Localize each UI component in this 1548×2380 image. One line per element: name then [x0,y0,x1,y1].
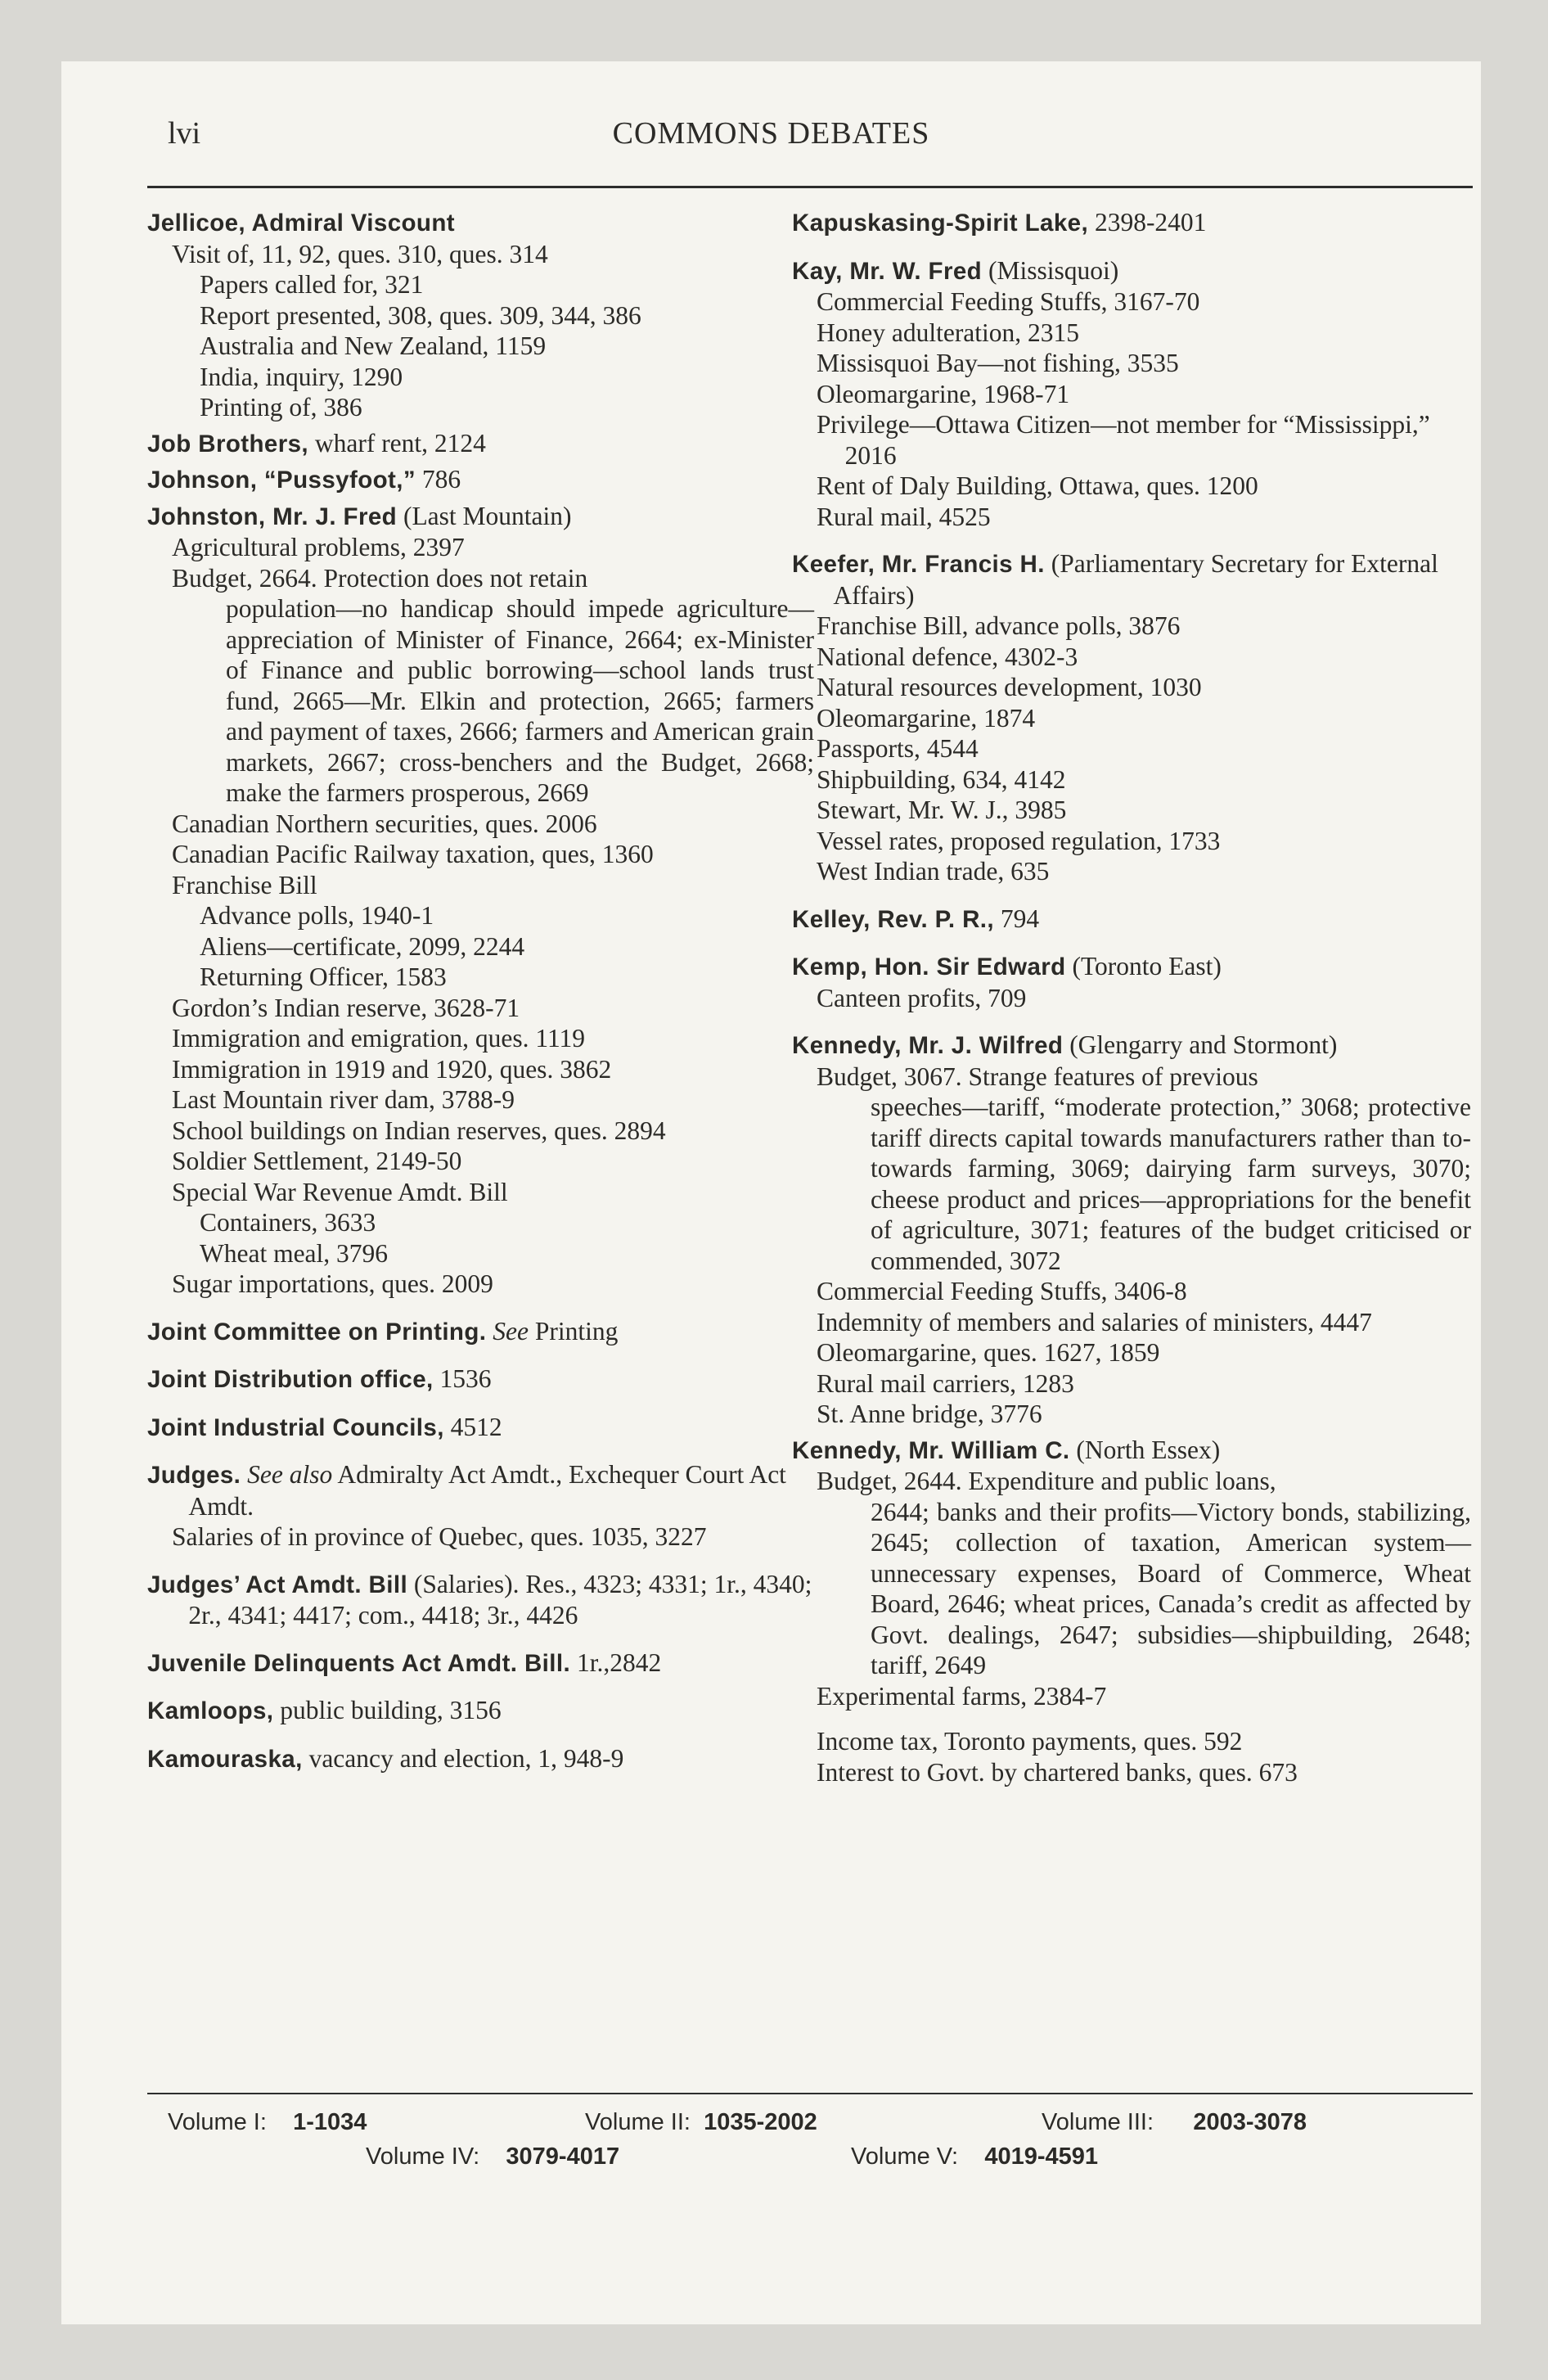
entry-heading-line [792,207,1471,239]
sub-entry: Gordon’s Indian reserve, 3628-71 [172,993,520,1022]
sub-entry: Missisquoi Bay—not fishing, 3535 [817,349,1179,377]
entry-text: (Missisquoi) [982,255,1119,285]
entry-heading: Johnston, Mr. J. Fred [147,503,398,530]
index-entry [792,1030,1471,1430]
index-entry [792,548,1471,887]
sub-entry: Last Mountain river dam, 3788-9 [172,1085,515,1114]
entry-heading: Joint Distribution office, [147,1366,434,1393]
index-entry [792,904,1471,935]
entry-text: 786 [416,465,461,494]
sub-entry: Printing of, 386 [200,393,362,421]
entry-text: (Last Mountain) [397,501,572,530]
entry-heading-line [792,951,1471,983]
footer-rule [147,2093,1473,2094]
index-entry [147,207,814,423]
sub-entry: India, inquiry, 1290 [200,362,403,391]
sub-entry: Commercial Feeding Stuffs, 3167-70 [817,287,1200,316]
sub-entry: Report presented, 308, ques. 309, 344, 386 [200,300,641,330]
sub-entry: Indemnity of members and salaries of ministers, 4447 [817,1307,1372,1336]
entry-heading-line [147,501,814,533]
sub-entry: Canadian Northern securities, ques. 2006 [172,809,597,838]
entry-heading: Judges’ Act Amdt. Bill [147,1571,408,1598]
sub-entry: Wheat meal, 3796 [200,1238,389,1268]
index-entry [792,207,1471,239]
sub-entry: Rural mail carriers, 1283 [817,1368,1074,1398]
entry-text: 1536 [433,1364,492,1393]
sub-entry: Canadian Pacific Railway taxation, ques, 1360 [172,840,654,868]
entry-text: (Toronto East) [1065,952,1222,980]
entry-heading-line [792,548,1471,611]
page-number: lvi [168,116,201,151]
entry-heading: Kennedy, Mr. J. Wilfred [792,1032,1064,1059]
page-header [61,115,1481,165]
see-reference: See [493,1316,529,1346]
entry-heading-line [147,1743,814,1775]
entry-text: Admiralty Act Amdt., Exchequer Court Act Amdt. [188,1460,786,1521]
entry-heading-line [147,1695,814,1727]
sub-entry: Soldier Settlement, 2149-50 [172,1147,462,1175]
entry-heading: Kapuskasing-Spirit Lake, [792,210,1089,237]
sub-entry: National defence, 4302-3 [817,642,1078,671]
sub-entry: Vessel rates, proposed regulation, 1733 [817,826,1221,855]
sub-entry: Returning Officer, 1583 [200,962,447,991]
index-entry [147,501,814,1300]
entry-heading-line [147,1569,814,1631]
index-entry [147,464,814,496]
index-entry [147,428,814,460]
index-entry [792,1435,1471,1788]
volume-4: Volume IV: 3079-4017 [366,2143,620,2170]
index-entry [147,1459,814,1553]
entry-text: 1r.,2842 [570,1648,662,1677]
sub-entry: Australia and New Zealand, 1159 [200,331,547,360]
sub-entry: Natural resources development, 1030 [817,673,1202,701]
entry-heading-line [792,1435,1471,1467]
entry-text: (Salaries). Res., 4323; 4331; 1r., 4340; 2r., 4341; 4417; com., 4418; 3r., 4426 [188,1569,812,1629]
entry-heading-line [147,464,814,496]
entry-heading: Kelley, Rev. P. R., [792,905,994,933]
entry-heading-line [792,1030,1471,1062]
sub-entry: Privilege—Ottawa Citizen—not member for “Mississippi,” 2016 [817,410,1430,470]
entry-text: public building, 3156 [273,1696,502,1724]
sub-entry: Immigration and emigration, ques. 1119 [172,1024,586,1053]
entry-text: (Parliamentary Secretary for External Affairs) [833,549,1438,610]
sub-entry: Interest to Govt. by chartered banks, ques. 673 [817,1757,1298,1787]
sub-entry-continuation: population—no handicap should impede agriculture—appreciation of Minister of Finance, 2664; ex-Minister of Finance and public borrowing—school lands trust fund, 2665—Mr. Elkin and protection, 2665; farmers and payment of taxes, 2666; farmers and American grain markets, 2667; cross-benchers and the Budget, 2668; make the farmers prosperous, 2669 [226,594,814,807]
sub-entry-first-line: Budget, 2664. Protection does not retain [172,563,588,593]
entry-heading: Job Brothers, [147,430,308,458]
sub-entry: School buildings on Indian reserves, ques. 2894 [172,1116,666,1145]
entry-heading: Kamouraska, [147,1745,303,1773]
volume-2: Volume II: 1035-2002 [585,2109,817,2135]
index-entry [147,1316,814,1348]
sub-entry: Canteen profits, 709 [817,983,1027,1012]
entry-heading: Johnson, “Pussyfoot,” [147,467,416,494]
entry-heading: Joint Committee on Printing. [147,1318,487,1346]
entry-heading: Judges. [147,1462,241,1489]
sub-entry: Special War Revenue Amdt. Bill [172,1177,508,1206]
sub-entry: Agricultural problems, 2397 [172,533,465,561]
entry-heading: Juvenile Delinquents Act Amdt. Bill. [147,1649,571,1677]
entry-heading: Kay, Mr. W. Fred [792,257,983,285]
sub-entry: Oleomargarine, ques. 1627, 1859 [817,1338,1160,1367]
sub-entry [817,1466,1471,1681]
entry-heading-line [147,1459,814,1521]
entry-text: 2398-2401 [1088,208,1207,237]
sub-entry: Experimental farms, 2384-7 [817,1681,1107,1711]
entry-heading-line [147,1648,814,1679]
sub-entry-continuation: speeches—tariff, “moderate protection,” 3068; protective tariff directs capital towards manufacturers rather than to-towards farming, 3069; dairying farm surveys, 3070; cheese product and prices—appropriations for the benefit of agriculture, 3071; features of the budget criticised or commended, 3072 [871,1093,1471,1275]
see-reference: See also [247,1460,333,1489]
header-rule [147,186,1473,188]
entry-heading: Kamloops, [147,1697,274,1724]
entry-text: (North Essex) [1069,1435,1221,1464]
index-entry [792,951,1471,1013]
sub-entry-first-line: Budget, 2644. Expenditure and public loans, [817,1467,1276,1495]
entry-text: vacancy and election, 1, 948-9 [302,1743,624,1773]
entry-heading: Keefer, Mr. Francis H. [792,551,1045,578]
sub-entry: Rent of Daly Building, Ottawa, ques. 1200 [817,471,1258,500]
sub-entry: West Indian trade, 635 [817,857,1050,886]
sub-entry-first-line: Budget, 3067. Strange features of previous [817,1062,1258,1091]
index-entry [792,255,1471,533]
sub-entry: Containers, 3633 [200,1208,376,1237]
volume-3: Volume III: 2003-3078 [1042,2109,1307,2135]
sub-entry: Rural mail, 4525 [817,502,991,531]
sub-entry: Papers called for, 321 [200,270,424,299]
sub-entry: Salaries of in province of Quebec, ques. 1035, 3227 [172,1522,707,1551]
entry-heading-line [147,1412,814,1444]
left-column [147,207,814,1791]
entry-heading: Joint Industrial Councils, [147,1413,444,1441]
volume-1: Volume I: 1-1034 [168,2109,367,2135]
entry-heading: Jellicoe, Admiral Viscount [147,210,455,237]
sub-entry: Honey adulteration, 2315 [817,318,1080,347]
entry-heading: Kennedy, Mr. William C. [792,1436,1070,1464]
volume-5: Volume V: 4019-4591 [851,2143,1099,2170]
entry-text: 4512 [443,1412,502,1441]
entry-heading-line [147,1316,814,1348]
entry-text: Printing [528,1316,619,1346]
sub-entry: Stewart, Mr. W. J., 3985 [817,796,1067,824]
entry-heading: Kemp, Hon. Sir Edward [792,953,1066,980]
sub-entry: Oleomargarine, 1874 [817,703,1036,732]
entry-heading-line [792,255,1471,287]
right-column [792,207,1471,1804]
sub-entry: Income tax, Toronto payments, ques. 592 [817,1727,1243,1756]
sub-entry: Franchise Bill [172,870,317,899]
sub-entry: Franchise Bill, advance polls, 3876 [817,611,1181,640]
sub-entry: Immigration in 1919 and 1920, ques. 3862 [172,1054,612,1084]
entry-heading-line [147,207,814,239]
sub-entry: St. Anne bridge, 3776 [817,1400,1042,1428]
entry-heading-line [147,428,814,460]
index-entry [147,1743,814,1775]
entry-heading-line [147,1364,814,1395]
sub-entry: Advance polls, 1940-1 [200,901,434,930]
sub-entry: Passports, 4544 [817,734,979,763]
sub-entry [817,1062,1471,1277]
index-page [61,61,1481,2324]
sub-entry: Visit of, 11, 92, ques. 310, ques. 314 [172,239,548,268]
sub-entry: Oleomargarine, 1968-71 [817,379,1070,408]
index-entry [147,1364,814,1395]
sub-entry: Shipbuilding, 634, 4142 [817,764,1066,794]
sub-entry-continuation: 2644; banks and their profits—Victory bonds, stabilizing, 2645; collection of taxation, American system—unnecessary expenses, Board of Commerce, Wheat Board, 2646; wheat prices, Canada’s credit as affected by Govt. dealings, 2647; subsidies—shipbuilding, 2648; tariff, 2649 [871,1497,1471,1679]
entry-heading-line [792,904,1471,935]
index-entry [147,1648,814,1679]
sub-entry [172,563,814,809]
entry-text: (Glengarry and Stormont) [1063,1030,1338,1059]
volume-footer [61,2103,1481,2176]
entry-text: wharf rent, 2124 [308,428,486,458]
index-entry [147,1412,814,1444]
running-title: COMMONS DEBATES [612,116,930,151]
sub-entry: Aliens—certificate, 2099, 2244 [200,931,525,961]
index-entry [147,1569,814,1631]
sub-entry: Sugar importations, ques. 2009 [172,1269,493,1298]
sub-entry: Commercial Feeding Stuffs, 3406-8 [817,1277,1187,1305]
entry-text: 794 [994,904,1040,933]
index-entry [147,1695,814,1727]
